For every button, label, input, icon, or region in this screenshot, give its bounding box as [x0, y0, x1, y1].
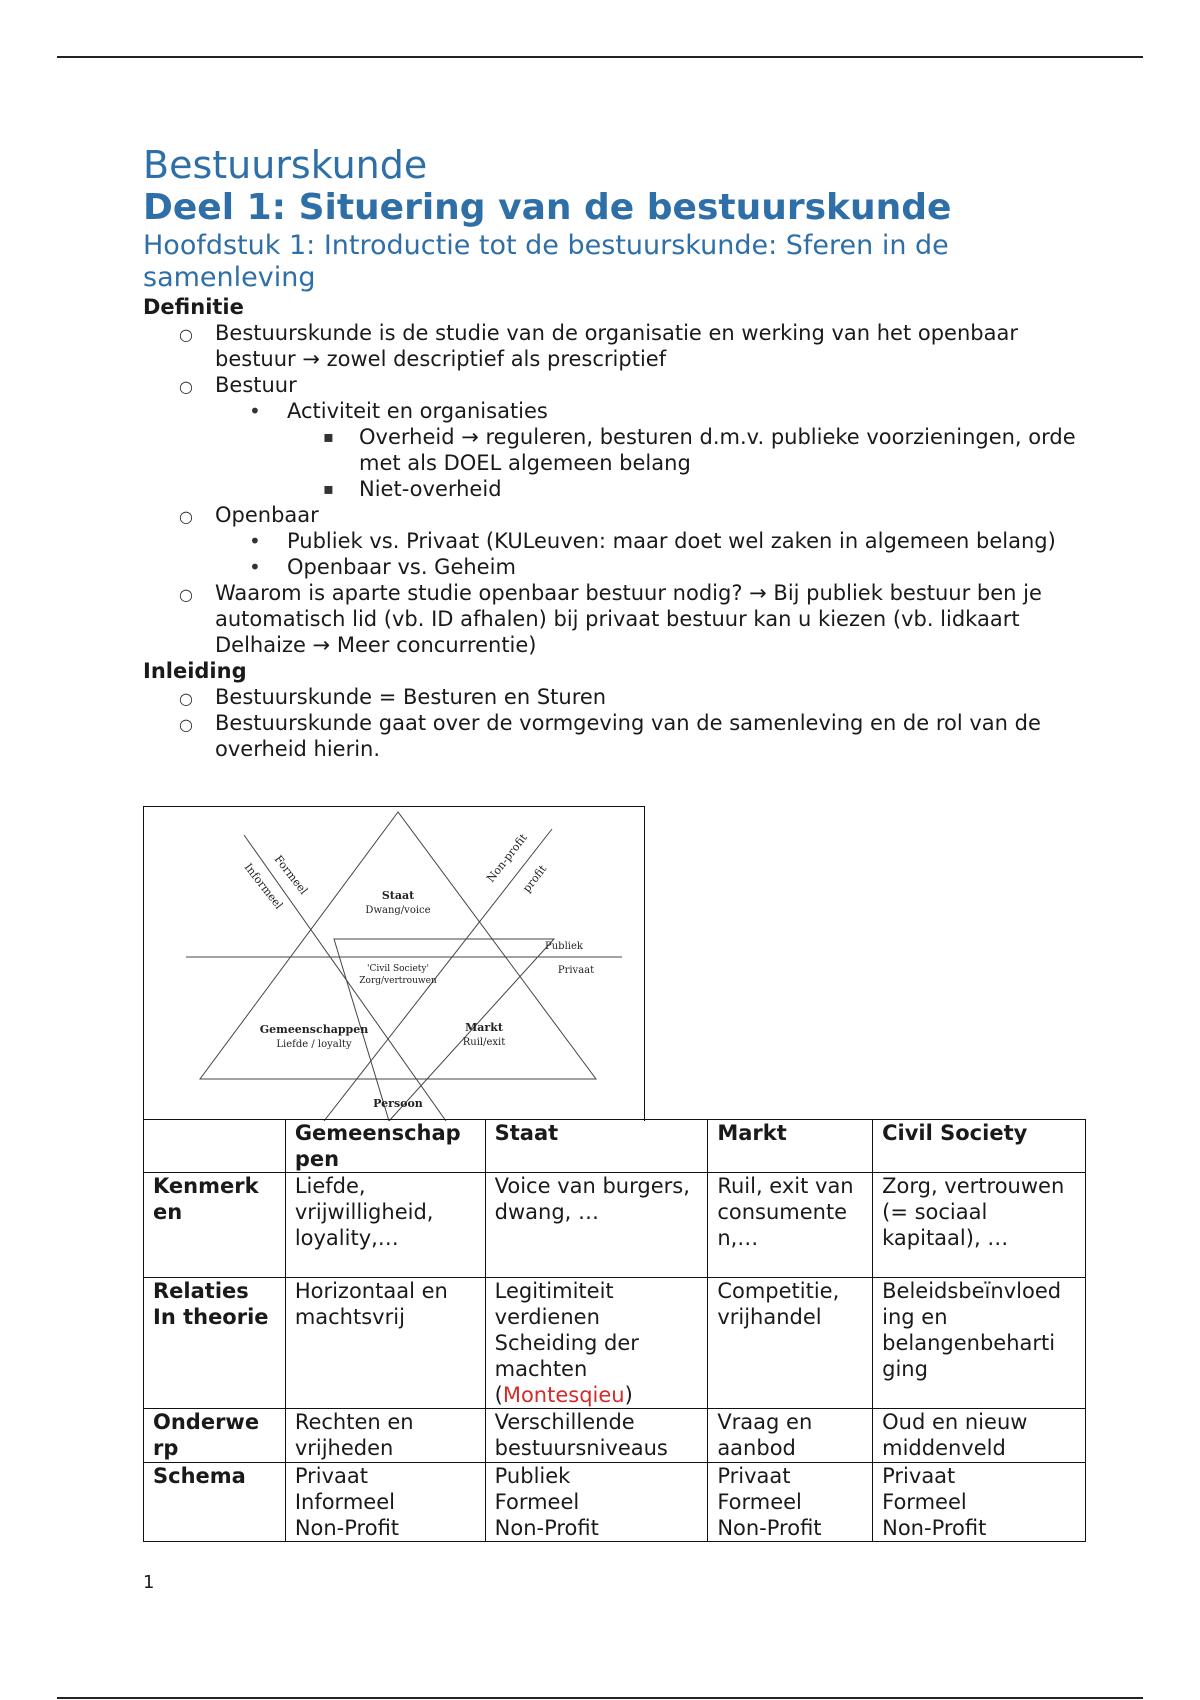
diagram-label-staat-sub: Dwang/voice [365, 905, 431, 916]
diagram-label-civil: 'Civil Society' [367, 964, 429, 974]
table-cell: Competitie, vrijhandel [708, 1278, 873, 1409]
circle-bullet-icon: ○ [179, 377, 193, 396]
table-header-cell: Civil Society [873, 1120, 1086, 1173]
diagram-label-civil-sub: Zorg/vertrouwen [359, 976, 437, 986]
table-row-header: Kenmerk en [144, 1173, 286, 1278]
list-item: ○ Bestuurskunde = Besturen en Sturen [143, 684, 1083, 710]
table-cell: Vraag en aanbod [708, 1409, 873, 1463]
diagram-label-informeel: Informeel [241, 860, 286, 912]
table-row [144, 1409, 1086, 1463]
list-item: • Activiteit en organisaties [249, 399, 548, 423]
table-cell: Verschillende bestuursniveaus [485, 1409, 708, 1463]
diagram-label-staat: Staat [381, 889, 415, 902]
definitie-list [143, 320, 1083, 658]
table-cell: Ruil, exit van consumente n,… [708, 1173, 873, 1278]
table-cell: Oud en nieuw middenveld [873, 1409, 1086, 1463]
diagram-label-privaat: Privaat [557, 965, 595, 976]
table-cell: Privaat Formeel Non-Profit [873, 1463, 1086, 1542]
part-heading: Deel 1: Situering van de bestuurskunde [143, 187, 952, 228]
section-heading-inleiding: Inleiding [143, 659, 247, 683]
table-cell: Beleidsbeïnvloed ing en belangenbeharti ging [873, 1278, 1086, 1409]
welfare-triangle-diagram [143, 806, 645, 1121]
list-item: ▪ Overheid → reguleren, besturen d.m.v. publieke voorzieningen, orde met als DOEL algemeen belang [323, 425, 1076, 475]
list-item: • Publiek vs. Privaat (KULeuven: maar doet wel zaken in algemeen belang) [249, 529, 1056, 553]
document-body [143, 142, 1083, 762]
document-title: Bestuurskunde [143, 143, 428, 187]
diagram-label-publiek: Publiek [545, 941, 583, 952]
square-bullet-icon: ▪ [323, 479, 334, 498]
list-item: ○ Waarom is aparte studie openbaar bestuur nodig? → Bij publiek bestuur ben je automatisch lid (vb. ID afhalen) bij privaat bestuur kan u kiezen (vb. lidkaart Delhaize → Meer concurrentie) [179, 581, 1042, 657]
disc-bullet-icon: • [249, 529, 261, 553]
list-item: • Openbaar vs. Geheim [249, 555, 516, 579]
table-row [144, 1173, 1086, 1278]
spheres-table [143, 1119, 1086, 1542]
top-rule [57, 56, 1143, 58]
table-cell: Privaat Informeel Non-Profit [285, 1463, 485, 1542]
list-item: ○ Openbaar [143, 502, 1083, 528]
table-header-cell: Staat [485, 1120, 708, 1173]
list-item: ○ Bestuurskunde gaat over de vormgeving van de samenleving en de rol van de overheid hierin. [179, 711, 1041, 761]
diagram-label-nonprofit: Non-profit [484, 831, 530, 885]
table-cell: Privaat Formeel Non-Profit [708, 1463, 873, 1542]
circle-bullet-icon: ○ [179, 715, 193, 734]
table-header-cell: Gemeenschap pen [285, 1120, 485, 1173]
table-cell: Publiek Formeel Non-Profit [485, 1463, 708, 1542]
circle-bullet-icon: ○ [179, 585, 193, 604]
table-cell: Legitimiteit verdienen Scheiding der machten (Montesqieu) [485, 1278, 708, 1409]
circle-bullet-icon: ○ [179, 507, 193, 526]
disc-bullet-icon: • [249, 555, 261, 579]
disc-bullet-icon: • [249, 399, 261, 423]
list-item: ○ Bestuurskunde is de studie van de organisatie en werking van het openbaar bestuur → zowel descriptief als prescriptief [179, 321, 1018, 371]
table-header-cell [144, 1120, 286, 1173]
diagram-label-persoon: Persoon [373, 1097, 423, 1110]
list-item: ○ Bestuur [143, 372, 1083, 398]
diagram-label-profit: profit [520, 862, 550, 895]
chapter-heading: Hoofdstuk 1: Introductie tot de bestuurskunde: Sferen in de samenleving [143, 230, 949, 293]
circle-bullet-icon: ○ [179, 325, 193, 344]
inleiding-list [143, 684, 1083, 762]
section-heading-definitie: Definitie [143, 295, 244, 319]
list-item: ▪ Niet-overheid [323, 477, 502, 501]
table-row [144, 1278, 1086, 1409]
diagram-label-formeel: Formeel [271, 852, 311, 898]
table-cell: Rechten en vrijheden [285, 1409, 485, 1463]
table-row-header: Relaties In theorie [144, 1278, 286, 1409]
table-header-row [144, 1120, 1086, 1173]
page-number: 1 [143, 1572, 155, 1593]
diagram-label-gemeenschappen: Gemeenschappen [259, 1023, 369, 1036]
table-cell: Voice van burgers, dwang, … [485, 1173, 708, 1278]
square-bullet-icon: ▪ [323, 427, 334, 446]
table-row-header: Schema [144, 1463, 286, 1542]
upper-triangle [200, 812, 596, 1079]
table-cell: Zorg, vertrouwen (= sociaal kapitaal), … [873, 1173, 1086, 1278]
table-cell: Liefde, vrijwilligheid, loyality,… [285, 1173, 485, 1278]
profit-nonprofit-divider [324, 829, 552, 1121]
diagram-label-markt: Markt [465, 1021, 503, 1034]
diagram-label-gemeenschappen-sub: Liefde / loyalty [276, 1039, 352, 1050]
table-row-header: Onderwe rp [144, 1409, 286, 1463]
diagram-label-markt-sub: Ruil/exit [462, 1037, 506, 1048]
table-cell: Horizontaal en machtsvrij [285, 1278, 485, 1409]
table-header-cell: Markt [708, 1120, 873, 1173]
bottom-rule [57, 1697, 1143, 1699]
table-row [144, 1463, 1086, 1542]
triangle-diagram-svg [144, 807, 644, 1121]
circle-bullet-icon: ○ [179, 689, 193, 708]
montesquieu-link[interactable]: Montesqieu [502, 1383, 625, 1407]
